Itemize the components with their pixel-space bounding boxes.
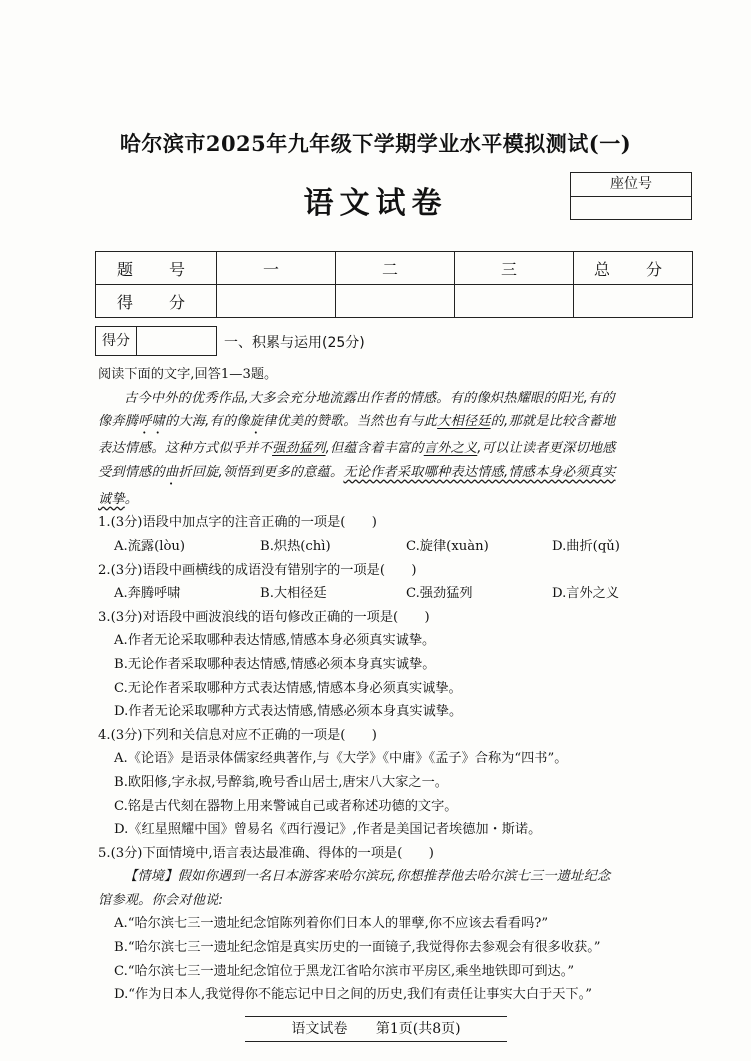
section-score-label: 得分 [96,327,137,355]
answer-option[interactable]: A.“哈尔滨七三一遗址纪念馆陈列着你们日本人的罪孽,你不应该去看看吗?” [114,916,549,932]
passage-line: 古今中外的优秀作品,大多会充分地流露出作者的情感。有的像炽热耀眼的阳光,有的 [124,390,615,406]
answer-option[interactable]: B.欧阳修,字永叔,号醉翁,晚号香山居士,唐宋八大家之一。 [114,774,448,790]
passage-line [98,461,698,488]
answer-option[interactable]: D.《红星照耀中国》曾易名《西行漫记》,作者是美国记者埃德加・斯诺。 [114,822,542,838]
reading-intro: 阅读下面的文字,回答1—3题。 [98,367,278,382]
answer-option[interactable]: C.无论作者采取哪种方式表达情感,情感本身必须真实诚挚。 [114,680,462,696]
passage-text: 受到情感的 [98,464,165,480]
passage-text: 。 [124,491,139,507]
score-input-cell[interactable] [217,285,336,318]
passage-line [98,410,698,437]
answer-option[interactable]: A.《论语》是语录体儒家经典著作,与《大学》《中庸》《孟子》合称为“四书”。 [114,751,568,767]
score-input-cell[interactable] [574,285,693,318]
page-footer [245,1016,507,1042]
score-table-cell: 得 分 [96,285,217,318]
score-table [95,251,693,318]
footer-page-number: 第1页(共8页) [375,1021,461,1037]
score-table-cell: 题 号 [96,252,217,285]
footer-subject: 语文试卷 [291,1021,348,1037]
answer-option[interactable]: D.曲折(qǔ) [552,538,620,554]
seat-number-box [570,172,692,220]
question-options-row [98,582,698,606]
section-title: 一、积累与运用(25分) [224,335,365,351]
answer-option[interactable]: B.炽热(chì) [260,538,331,554]
answer-option[interactable]: A.奔腾呼啸 [114,586,181,602]
exam-subtitle: 语文试卷 [303,186,448,221]
score-input-cell[interactable] [455,285,574,318]
answer-option[interactable]: C.“哈尔滨七三一遗址纪念馆位于黑龙江省哈尔滨市平房区,乘坐地铁即可到达。” [114,963,575,979]
passage-dotted-text: 曲 [164,464,179,480]
score-table-score-row [96,285,693,318]
passage-line [98,437,698,461]
question-stem: 3.(3分)对语段中画波浪线的语句修改正确的一项是( ) [98,609,430,625]
answer-option[interactable]: C.强劲猛列 [406,586,473,602]
answer-option[interactable]: D.言外之义 [552,586,620,602]
question-context: 【情境】假如你遇到一名日本游客来哈尔滨玩,你想推荐他去哈尔滨七三一遗址纪念 [124,869,611,885]
score-table-cell: 三 [455,252,574,285]
passage-wavy-sentence: 无论作者采取哪种表达情感,情感本身必须真实 [343,464,616,480]
passage-text: 的大海,有的像 [164,414,250,430]
question-stem: 2.(3分)语段中画横线的成语没有错别字的一项是( ) [98,562,417,578]
passage-underlined-idiom: 强劲猛列 [272,441,326,457]
score-table-cell: 总 分 [574,252,693,285]
answer-option[interactable]: C.旋律(xuàn) [406,538,489,554]
score-table-cell: 一 [217,252,336,285]
question-options-row [98,535,698,559]
exam-title: 哈尔滨市2025年九年级下学期学业水平模拟测试(一) [119,131,632,156]
passage-text: 表达情感。这种方式似乎并不 [98,441,273,457]
answer-option[interactable]: C.铭是古代刻在器物上用来警诫自己或者称述功德的文字。 [114,798,458,814]
answer-option[interactable]: A.流露(lòu) [114,538,186,554]
answer-option[interactable]: B.无论作者采取哪种表达情感,情感必须本身真实诚挚。 [114,656,436,672]
passage-underlined-idiom: 言外之义 [423,441,478,457]
seat-number-label: 座位号 [571,173,691,197]
exam-content [98,363,698,1007]
passage-wavy-sentence: 诚挚 [98,491,125,507]
passage-dotted-text: 呼啸 [138,414,165,430]
section-score-box [95,326,217,356]
passage-text: 律优美的赞歌。当然也有与此 [263,414,438,430]
passage-underlined-idiom: 大相径廷 [437,414,491,430]
passage-text: 像奔腾 [98,414,139,430]
answer-option[interactable]: D.作者无论采取哪种方式表达情感,情感必须本身真实诚挚。 [114,704,463,720]
passage-text: ,但蕴含着丰富的 [325,441,424,457]
question-context: 馆参观。你会对他说: [98,892,224,908]
answer-option[interactable]: B.“哈尔滨七三一遗址纪念馆是真实历史的一面镜子,我觉得你去参观会有很多收获。” [114,940,601,956]
passage-text: 折回旋,领悟到更多的意蕴。 [178,464,344,480]
score-table-cell: 二 [336,252,455,285]
reading-passage [98,387,698,512]
score-table-header-row [96,252,693,285]
question-stem: 5.(3分)下面情境中,语言表达最准确、得体的一项是( ) [98,845,434,861]
score-input-cell[interactable] [336,285,455,318]
question-stem: 4.(3分)下列和关信息对应不正确的一项是( ) [98,727,377,743]
question-stem: 1.(3分)语段中加点字的注音正确的一项是( ) [98,515,377,531]
passage-dotted-text: 旋 [249,414,264,430]
passage-text: ,可以让读者更深切地感 [477,441,616,457]
answer-option[interactable]: D.“作为日本人,我觉得你不能忘记中日之间的历史,我们有责任让事实大白于天下。” [114,987,592,1003]
passage-text: 的,那就是比较含蓄地 [490,414,616,430]
answer-option[interactable]: B.大相径廷 [260,586,327,602]
passage-line [98,488,698,512]
answer-option[interactable]: A.作者无论采取哪种表达情感,情感本身必须真实诚挚。 [114,633,436,649]
